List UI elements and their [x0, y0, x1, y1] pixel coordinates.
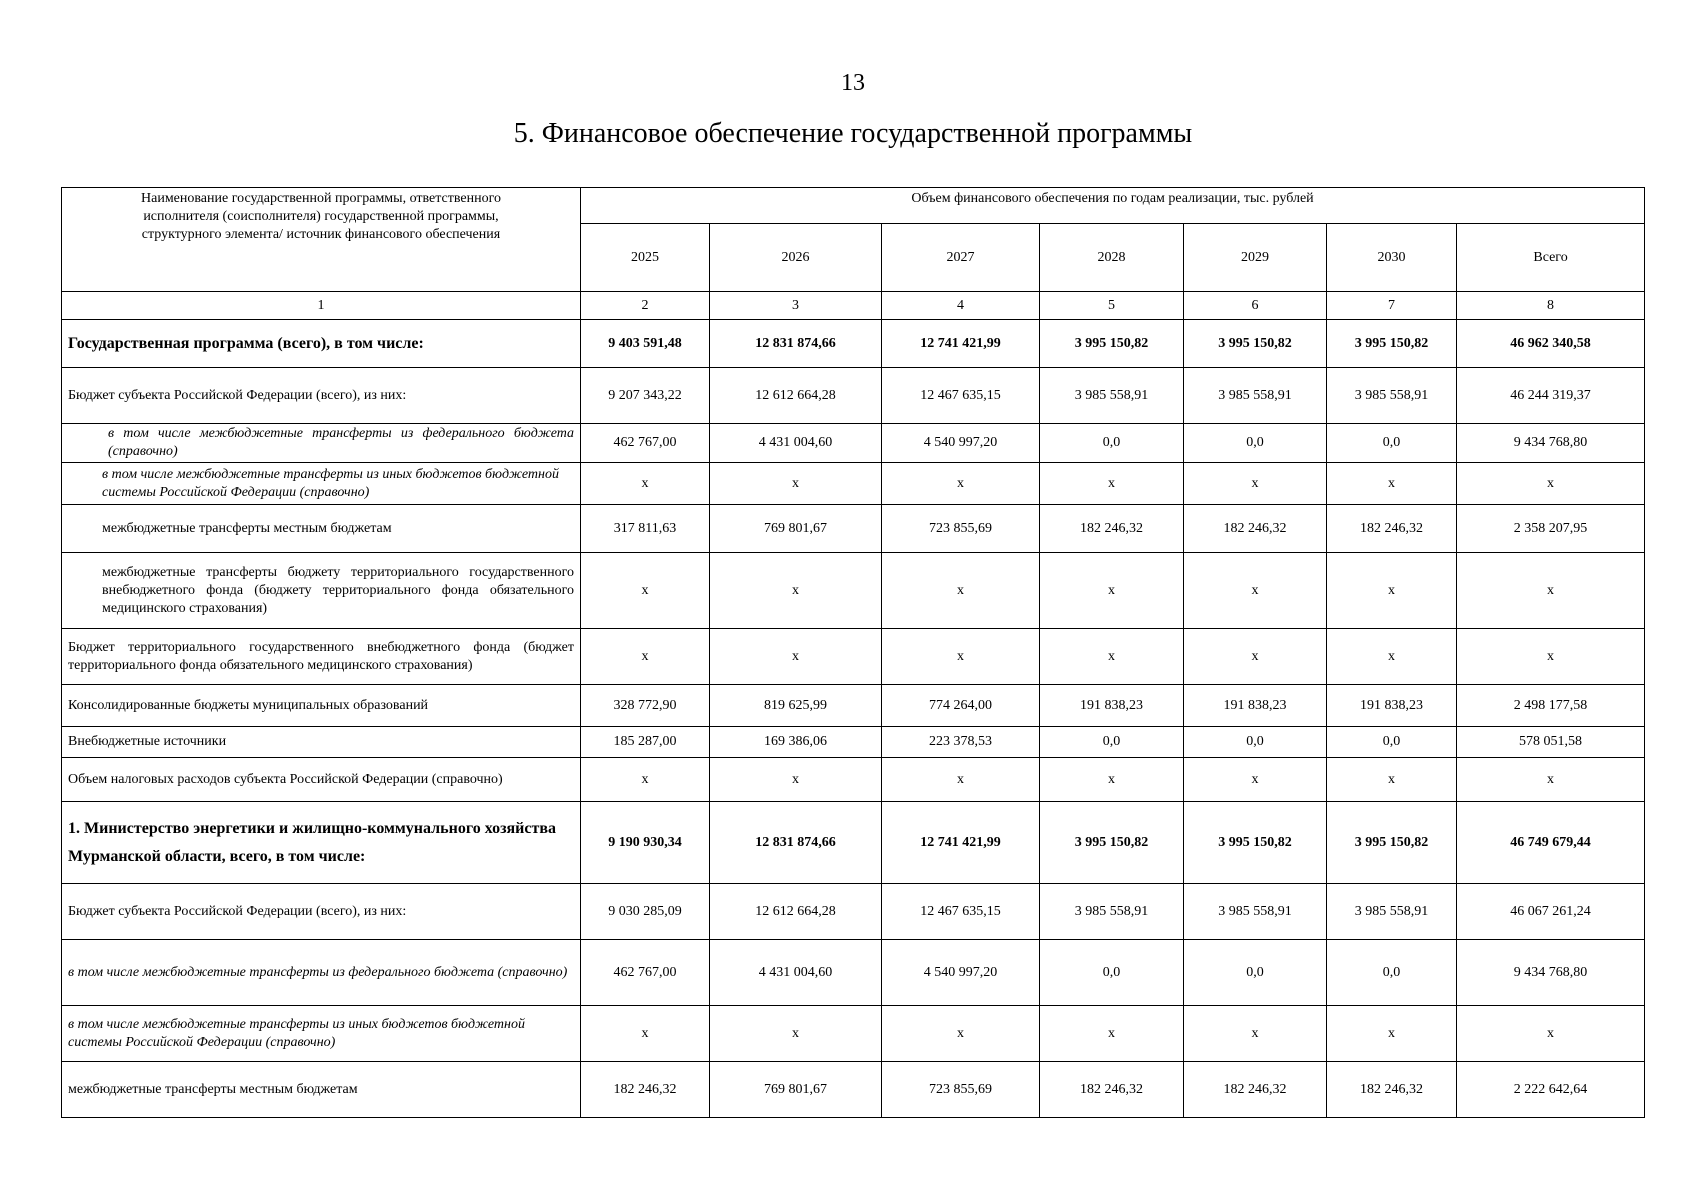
year-value: 185 287,00 [581, 727, 710, 758]
total-value: 2 222 642,64 [1457, 1062, 1645, 1118]
year-value: 12 467 635,15 [882, 368, 1040, 424]
year-value: 723 855,69 [882, 1062, 1040, 1118]
year-header: 2025 [581, 224, 710, 292]
year-value: х [710, 553, 882, 629]
year-value: 819 625,99 [710, 685, 882, 727]
year-value: 3 985 558,91 [1040, 368, 1184, 424]
year-value: х [1184, 629, 1327, 685]
row-label: межбюджетные трансферты местным бюджетам [62, 1062, 581, 1118]
year-value: х [581, 553, 710, 629]
year-value: 182 246,32 [1040, 505, 1184, 553]
year-value: 182 246,32 [1327, 505, 1457, 553]
year-value: х [1040, 758, 1184, 802]
year-value: 0,0 [1327, 424, 1457, 463]
total-value: 2 498 177,58 [1457, 685, 1645, 727]
total-header: Всего [1457, 224, 1645, 292]
year-value: 3 995 150,82 [1040, 320, 1184, 368]
year-value: х [710, 629, 882, 685]
total-value: 46 067 261,24 [1457, 884, 1645, 940]
total-value: 46 244 319,37 [1457, 368, 1645, 424]
row-label: межбюджетные трансферты бюджету территориального государственного внебюджетного фонда (бюджету территориального фонда обязательного медицинского страхования) [62, 553, 581, 629]
year-value: 9 030 285,09 [581, 884, 710, 940]
column-index: 1 [62, 292, 581, 320]
row-label: Объем налоговых расходов субъекта Российской Федерации (справочно) [62, 758, 581, 802]
regional-budget-row [62, 368, 1645, 424]
year-value: 0,0 [1327, 940, 1457, 1006]
year-value: 3 995 150,82 [1184, 320, 1327, 368]
row-label: Консолидированные бюджеты муниципальных образований [62, 685, 581, 727]
row-label: Бюджет субъекта Российской Федерации (всего), из них: [62, 368, 581, 424]
year-value: х [882, 629, 1040, 685]
year-value: 769 801,67 [710, 505, 882, 553]
total-value: 9 434 768,80 [1457, 940, 1645, 1006]
year-value: 774 264,00 [882, 685, 1040, 727]
other-budgets-transfers-row [62, 463, 1645, 505]
row-label: в том числе межбюджетные трансферты из иных бюджетов бюджетной системы Российской Федерации (справочно) [62, 463, 581, 505]
year-value: 182 246,32 [1184, 505, 1327, 553]
year-value: х [1327, 629, 1457, 685]
row-label: межбюджетные трансферты местным бюджетам [62, 505, 581, 553]
year-value: х [1327, 1006, 1457, 1062]
year-value: 317 811,63 [581, 505, 710, 553]
row-label: 1. Министерство энергетики и жилищно-коммунального хозяйства Мурманской области, всего, в том числе: [62, 802, 581, 884]
year-value: 191 838,23 [1040, 685, 1184, 727]
row-label: Внебюджетные источники [62, 727, 581, 758]
column-index: 7 [1327, 292, 1457, 320]
local-transfers-row [62, 505, 1645, 553]
year-value: 9 190 930,34 [581, 802, 710, 884]
year-value: 3 995 150,82 [1327, 802, 1457, 884]
financing-table [61, 187, 1645, 1118]
year-value: х [581, 463, 710, 505]
column-index: 6 [1184, 292, 1327, 320]
ministry-other-budgets-transfers-row [62, 1006, 1645, 1062]
row-label: в том числе межбюджетные трансферты из федерального бюджета (справочно) [62, 424, 581, 463]
year-value: 0,0 [1184, 424, 1327, 463]
year-value: 9 207 343,22 [581, 368, 710, 424]
year-value: х [581, 1006, 710, 1062]
column-index: 4 [882, 292, 1040, 320]
total-value: 9 434 768,80 [1457, 424, 1645, 463]
total-value: х [1457, 758, 1645, 802]
year-value: 3 995 150,82 [1327, 320, 1457, 368]
year-value: 3 985 558,91 [1184, 368, 1327, 424]
column-index: 2 [581, 292, 710, 320]
year-value: х [1040, 1006, 1184, 1062]
year-value: х [882, 463, 1040, 505]
name-column-header: Наименование государственной программы, ответственного исполнителя (соисполнителя) государственной программы, структурного элемента/ источник финансового обеспечения [62, 188, 581, 292]
year-value: 9 403 591,48 [581, 320, 710, 368]
year-value: 12 831 874,66 [710, 802, 882, 884]
year-value: х [882, 553, 1040, 629]
tax-expenditures-row [62, 758, 1645, 802]
ministry-local-transfers-row [62, 1062, 1645, 1118]
year-value: х [1040, 553, 1184, 629]
year-value: х [1327, 463, 1457, 505]
year-value: 462 767,00 [581, 940, 710, 1006]
year-value: х [1327, 553, 1457, 629]
year-value: 328 772,90 [581, 685, 710, 727]
row-label: Государственная программа (всего), в том числе: [62, 320, 581, 368]
year-value: 12 741 421,99 [882, 320, 1040, 368]
row-label: в том числе межбюджетные трансферты из иных бюджетов бюджетной системы Российской Федерации (справочно) [62, 1006, 581, 1062]
year-header: 2027 [882, 224, 1040, 292]
total-value: х [1457, 553, 1645, 629]
year-header: 2029 [1184, 224, 1327, 292]
year-value: х [882, 1006, 1040, 1062]
year-value: х [1184, 553, 1327, 629]
year-value: 182 246,32 [1327, 1062, 1457, 1118]
year-value: 3 985 558,91 [1184, 884, 1327, 940]
year-value: 12 741 421,99 [882, 802, 1040, 884]
year-value: 769 801,67 [710, 1062, 882, 1118]
year-value: 182 246,32 [1040, 1062, 1184, 1118]
year-value: 0,0 [1040, 727, 1184, 758]
total-value: 578 051,58 [1457, 727, 1645, 758]
extrabudgetary-row [62, 727, 1645, 758]
year-value: х [1184, 1006, 1327, 1062]
year-value: 0,0 [1040, 424, 1184, 463]
header-row [62, 188, 1645, 224]
year-value: х [1040, 629, 1184, 685]
column-index: 5 [1040, 292, 1184, 320]
year-value: 4 431 004,60 [710, 424, 882, 463]
year-value: 223 378,53 [882, 727, 1040, 758]
year-value: х [1327, 758, 1457, 802]
year-value: 462 767,00 [581, 424, 710, 463]
volume-column-header: Объем финансового обеспечения по годам реализации, тыс. рублей [581, 188, 1645, 224]
index-row [62, 292, 1645, 320]
year-value: 0,0 [1184, 940, 1327, 1006]
year-header: 2026 [710, 224, 882, 292]
federal-transfers-row [62, 424, 1645, 463]
year-value: х [710, 758, 882, 802]
year-value: 12 467 635,15 [882, 884, 1040, 940]
year-value: 191 838,23 [1184, 685, 1327, 727]
year-value: х [710, 1006, 882, 1062]
year-value: 182 246,32 [1184, 1062, 1327, 1118]
year-value: 0,0 [1184, 727, 1327, 758]
year-value: х [882, 758, 1040, 802]
ministry-total-row [62, 802, 1645, 884]
total-value: 2 358 207,95 [1457, 505, 1645, 553]
year-value: х [1184, 463, 1327, 505]
total-value: 46 749 679,44 [1457, 802, 1645, 884]
year-value: 0,0 [1040, 940, 1184, 1006]
year-value: 169 386,06 [710, 727, 882, 758]
year-value: 3 985 558,91 [1327, 884, 1457, 940]
row-label: Бюджет субъекта Российской Федерации (всего), из них: [62, 884, 581, 940]
year-value: 4 540 997,20 [882, 940, 1040, 1006]
year-value: 12 612 664,28 [710, 368, 882, 424]
total-value: х [1457, 629, 1645, 685]
year-value: х [710, 463, 882, 505]
year-header: 2030 [1327, 224, 1457, 292]
year-value: 12 831 874,66 [710, 320, 882, 368]
column-index: 3 [710, 292, 882, 320]
year-value: 3 995 150,82 [1184, 802, 1327, 884]
year-value: х [581, 758, 710, 802]
total-value: 46 962 340,58 [1457, 320, 1645, 368]
year-value: 723 855,69 [882, 505, 1040, 553]
year-value: 4 431 004,60 [710, 940, 882, 1006]
year-value: х [1040, 463, 1184, 505]
ministry-regional-budget-row [62, 884, 1645, 940]
column-index: 8 [1457, 292, 1645, 320]
tfoms-transfers-row [62, 553, 1645, 629]
year-value: 3 995 150,82 [1040, 802, 1184, 884]
year-value: 12 612 664,28 [710, 884, 882, 940]
year-value: 3 985 558,91 [1327, 368, 1457, 424]
page-number: 13 [841, 70, 865, 96]
total-value: х [1457, 463, 1645, 505]
year-value: 3 985 558,91 [1040, 884, 1184, 940]
year-value: х [581, 629, 710, 685]
year-value: 0,0 [1327, 727, 1457, 758]
year-value: х [1184, 758, 1327, 802]
document-title: 5. Финансовое обеспечение государственной программы [513, 118, 1193, 149]
year-value: 182 246,32 [581, 1062, 710, 1118]
total-value: х [1457, 1006, 1645, 1062]
row-label: Бюджет территориального государственного внебюджетного фонда (бюджет территориального фонда обязательного медицинского страхования) [62, 629, 581, 685]
year-header: 2028 [1040, 224, 1184, 292]
program-total-row [62, 320, 1645, 368]
municipal-budgets-row [62, 685, 1645, 727]
year-value: 191 838,23 [1327, 685, 1457, 727]
ministry-federal-transfers-row [62, 940, 1645, 1006]
row-label: в том числе межбюджетные трансферты из федерального бюджета (справочно) [62, 940, 581, 1006]
year-value: 4 540 997,20 [882, 424, 1040, 463]
tfoms-budget-row [62, 629, 1645, 685]
